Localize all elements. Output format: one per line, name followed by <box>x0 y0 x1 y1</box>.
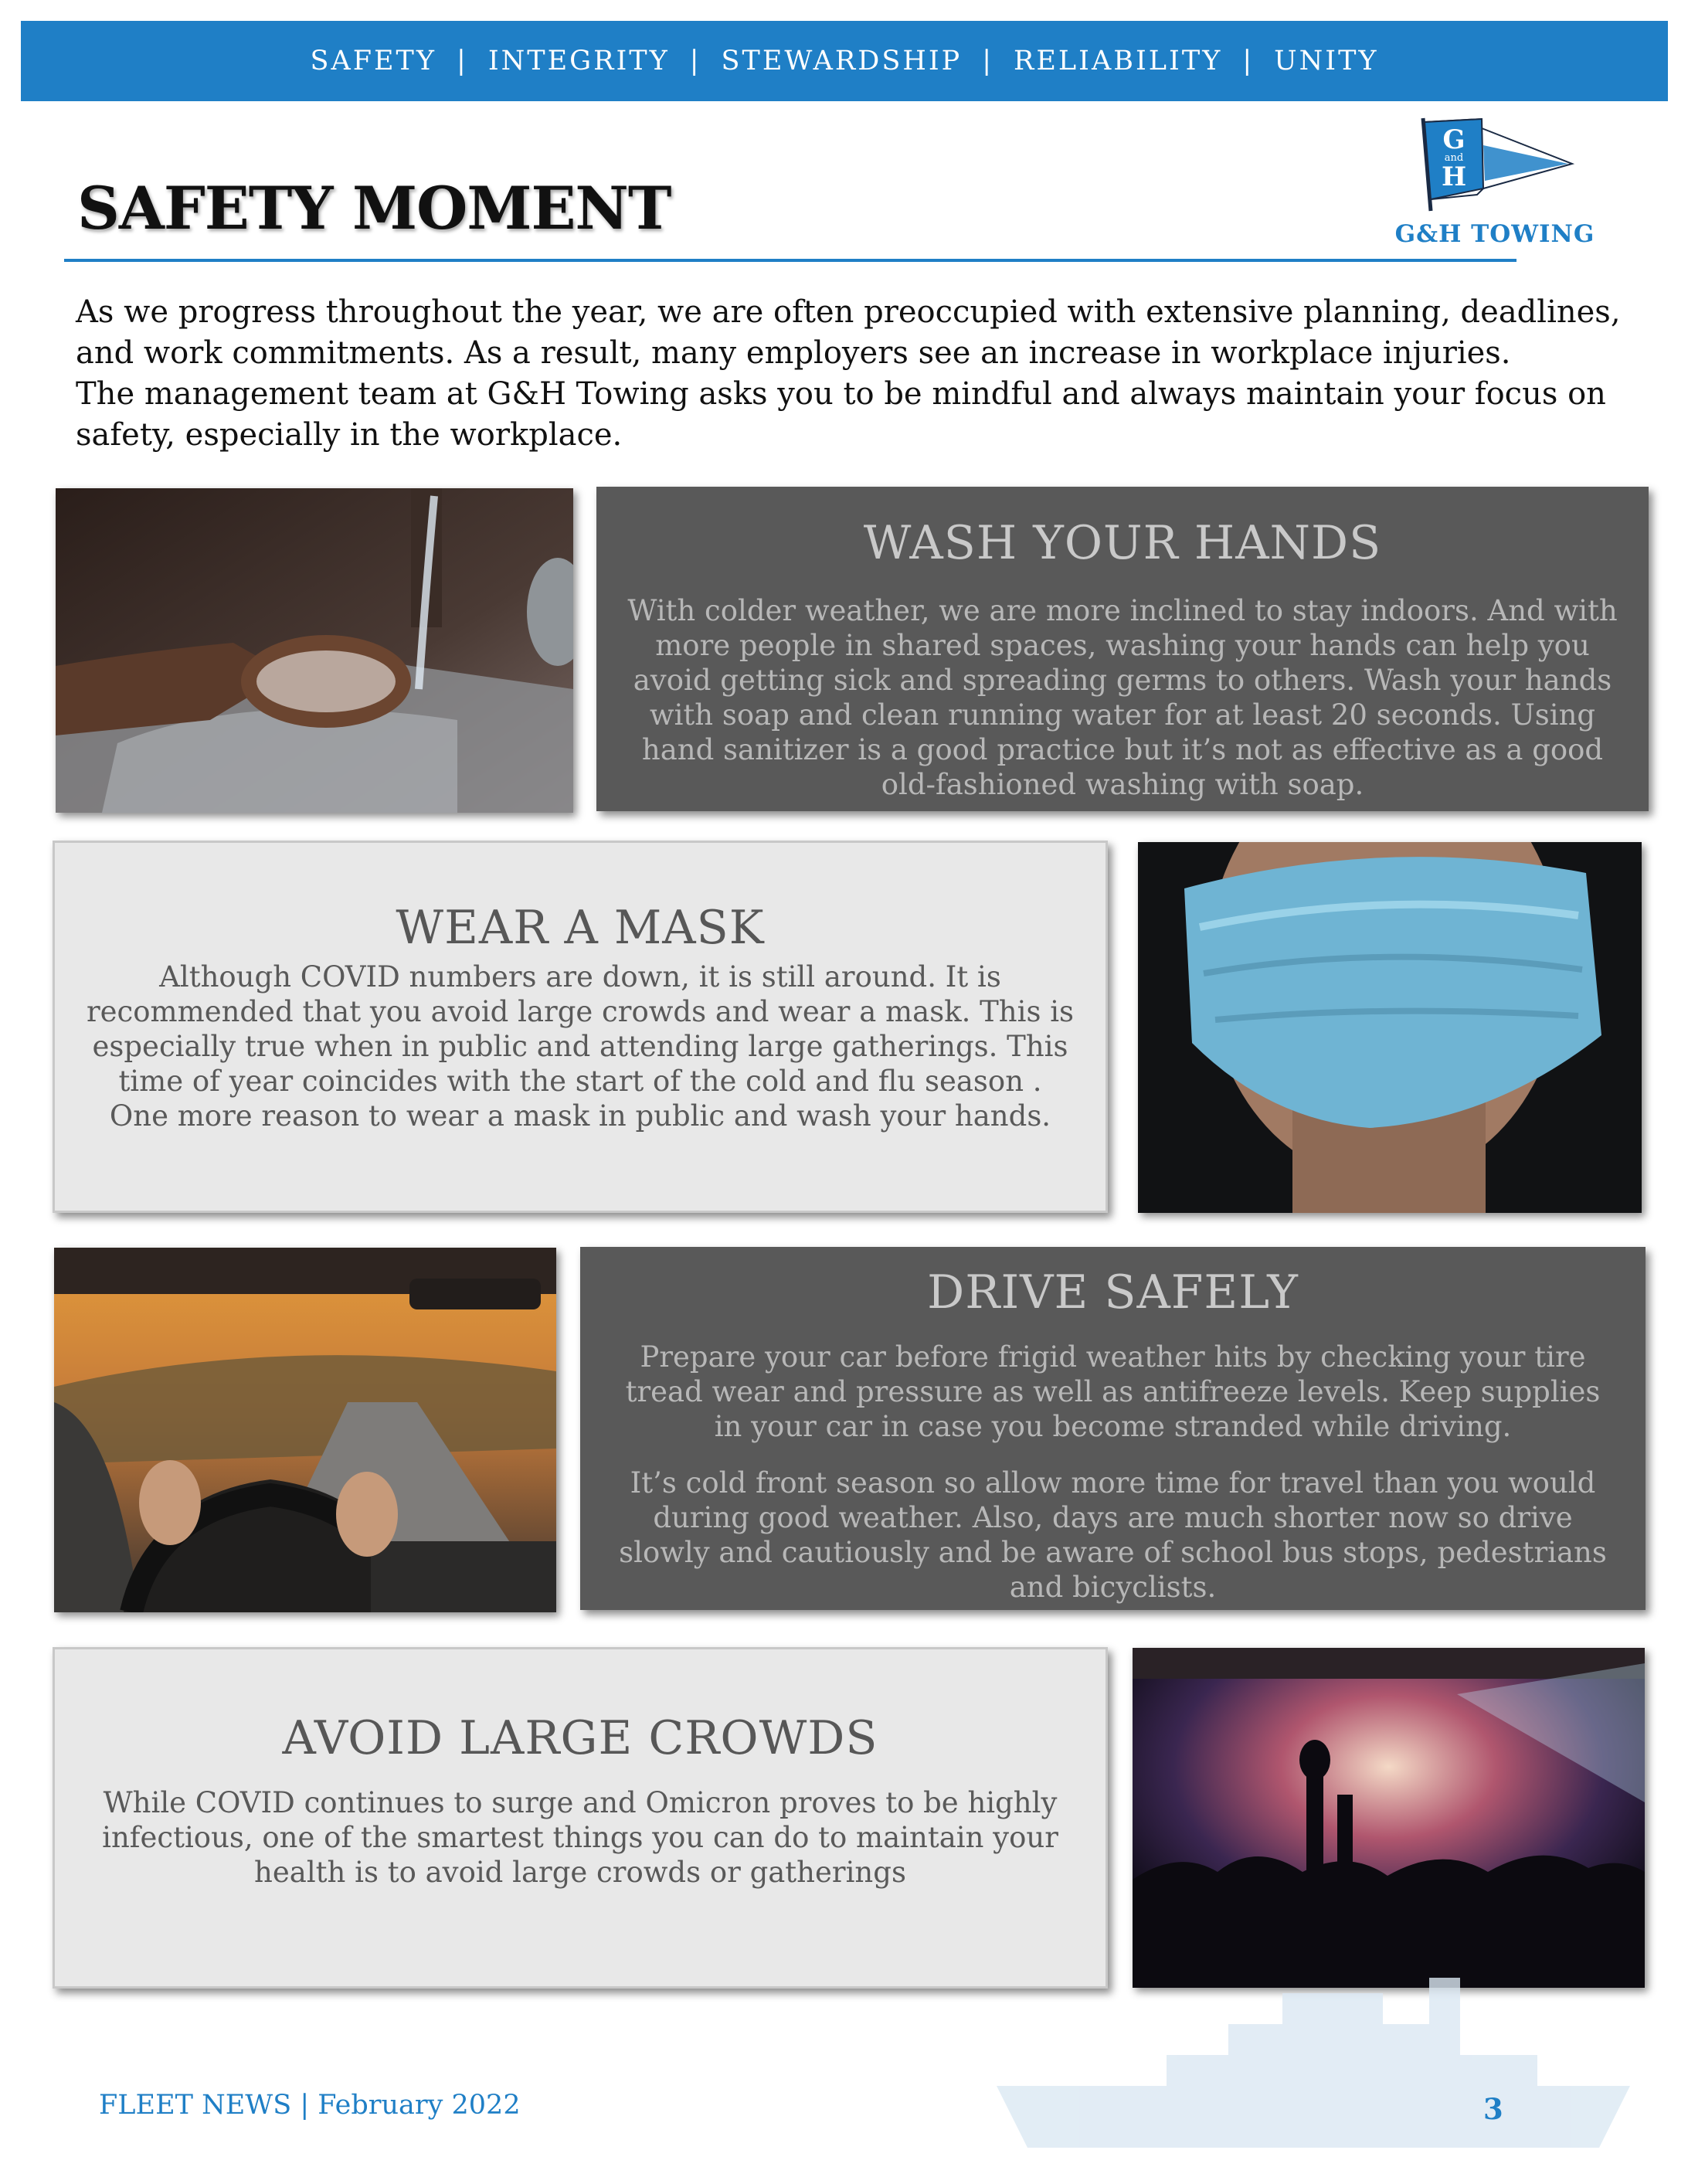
title-underline <box>64 259 1516 262</box>
drive-safely-card <box>580 1247 1646 1610</box>
intro-paragraph: As we progress throughout the year, we are often preoccupied with extensive planning, deadlines, and work commitments. As a result, many employers see an increase in workplace injuries. <box>76 294 1621 371</box>
separator: | <box>457 46 468 76</box>
values-banner <box>21 21 1668 101</box>
card-body: While COVID continues to surge and Omicron proves to be highly infectious, one of the smartest things you can do to maintain your health is to avoid large crowds or gatherings <box>102 1786 1058 1889</box>
card-title: AVOID LARGE CROWDS <box>282 1711 878 1765</box>
separator: | <box>1242 46 1255 76</box>
separator: | <box>982 46 994 76</box>
logo-letter-h: H <box>1441 161 1467 192</box>
publication-footer: FLEET NEWS | February 2022 <box>99 2090 521 2121</box>
face-mask-photo <box>1138 842 1642 1213</box>
intro-text <box>76 292 1621 456</box>
page-title: SAFETY MOMENT <box>77 174 671 243</box>
hand-washing-photo <box>56 488 573 813</box>
tugboat-watermark-icon <box>997 1970 1653 2148</box>
value-safety: SAFETY <box>310 46 437 76</box>
value-integrity: INTEGRITY <box>487 46 670 76</box>
concert-crowd-photo <box>1133 1648 1645 1988</box>
company-logo-flag-icon <box>1414 114 1584 215</box>
intro-paragraph: The management team at G&H Towing asks you to be mindful and always maintain your focus on safety, especially in the workplace. <box>76 376 1606 453</box>
wash-hands-card <box>596 487 1649 811</box>
avoid-crowds-card <box>53 1647 1108 1989</box>
card-body: Prepare your car before frigid weather hits by checking your tire tread wear and pressure as well as antifreeze levels. Keep supplies in your car in case you become stranded while driving. <box>625 1340 1601 1443</box>
logo-letter-and: and <box>1444 152 1464 164</box>
card-title: DRIVE SAFELY <box>927 1265 1299 1320</box>
card-body: With colder weather, we are more inclined to stay indoors. And with more people in shared spaces, washing your hands can help you avoid getting sick and spreading germs to others. Wash your hands with soap and clean running water for at least 20 seconds. Using hand sanitizer is a good practice but it’s not as effective as a good old-fashioned washing with soap. <box>627 594 1618 801</box>
driving-photo <box>54 1248 556 1612</box>
separator: | <box>689 46 701 76</box>
logo-letter-g: G <box>1442 124 1466 155</box>
wear-mask-card <box>53 841 1108 1213</box>
card-title: WEAR A MASK <box>396 901 765 955</box>
page-number: 3 <box>1483 2092 1503 2126</box>
card-body: Although COVID numbers are down, it is still around. It is recommended that you avoid large crowds and wear a mask. This is especially true when in public and attending large gatherings. This time of year coincides with the start of the cold and flu season . One more reason to wear a mask in public and wash your hands. <box>86 960 1075 1133</box>
value-reliability: RELIABILITY <box>1014 46 1223 76</box>
value-stewardship: STEWARDSHIP <box>721 46 963 76</box>
brand-name: G&H TOWING <box>1394 220 1595 248</box>
card-title: WASH YOUR HANDS <box>863 516 1382 570</box>
card-body: It’s cold front season so allow more time for travel than you would during good weather. Also, days are much shorter now so drive slowly and cautiously and be aware of school bus stops, pedestrians and bicyclists. <box>619 1466 1607 1604</box>
value-unity: UNITY <box>1274 46 1379 76</box>
